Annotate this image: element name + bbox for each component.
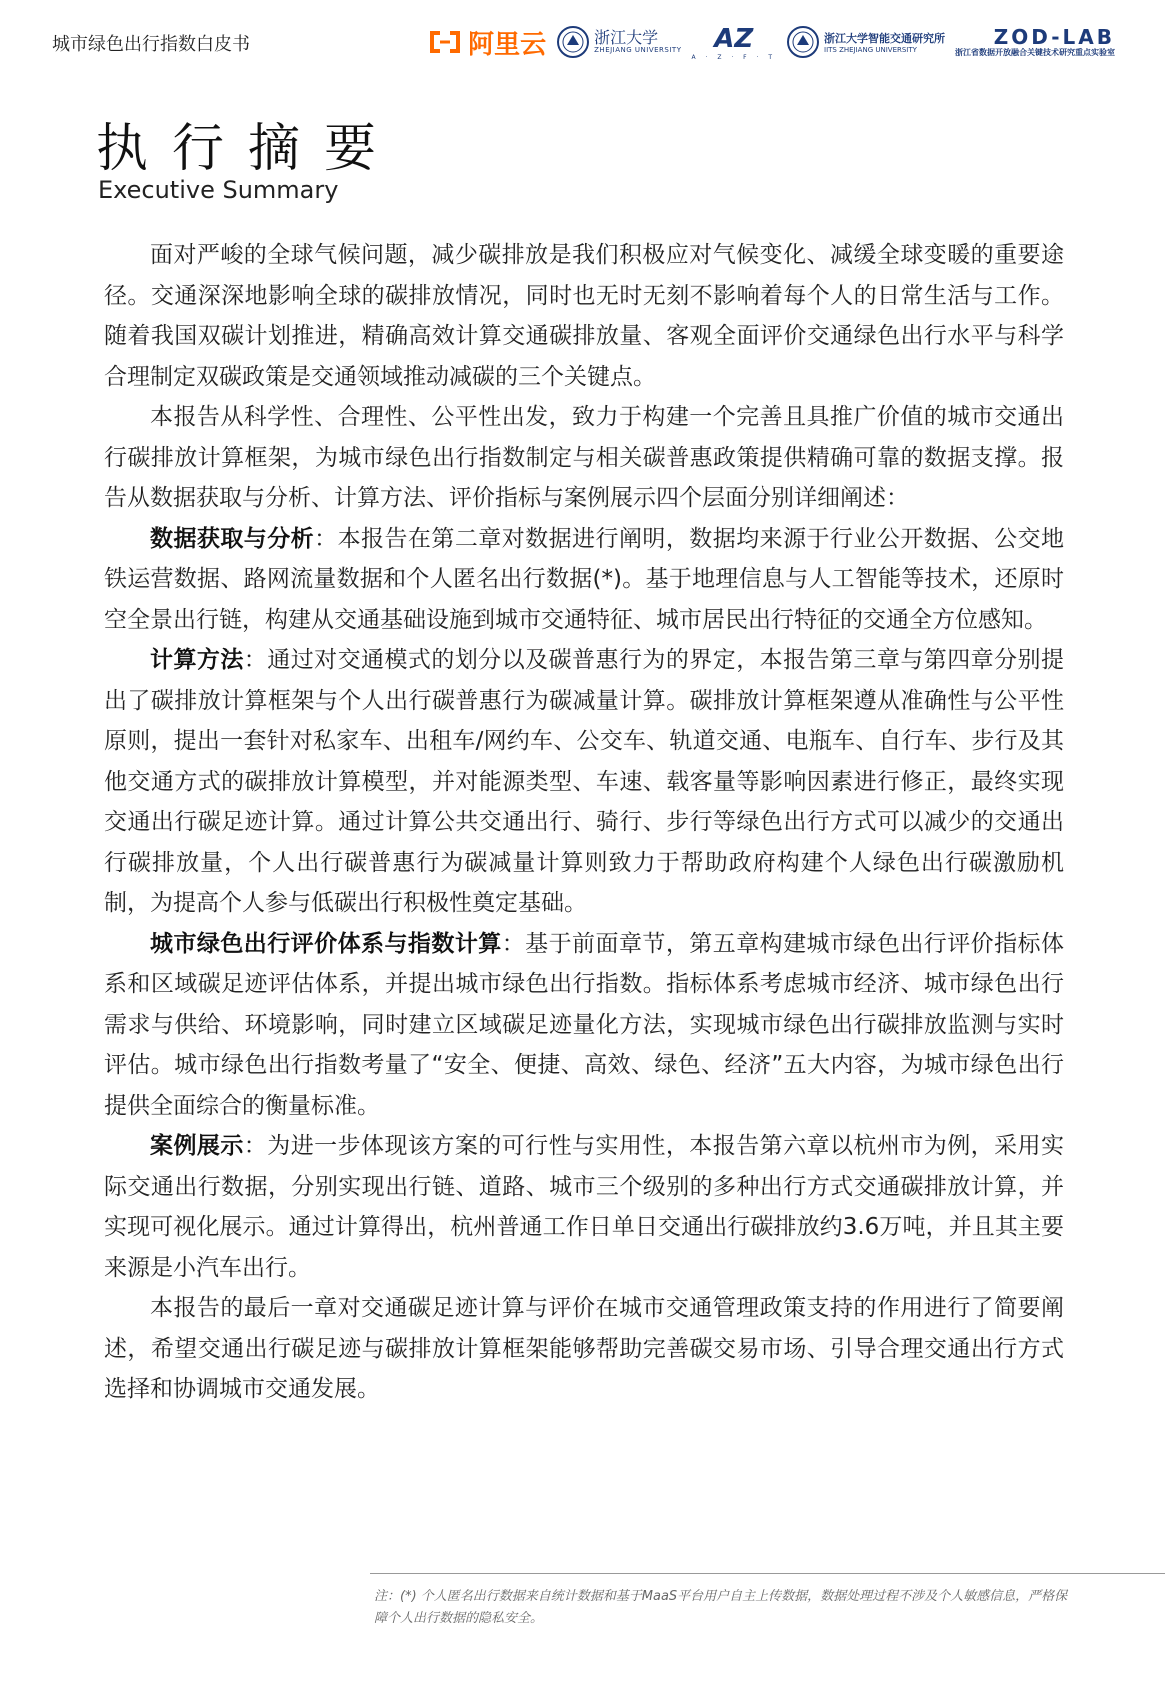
footnote: 注：(*) 个人匿名出行数据来自统计数据和基于MaaS平台用户自主上传数据，数据处理过程不涉及个人敏感信息，严格保障个人出行数据的隐私安全。 — [374, 1589, 1068, 1626]
aliyun-logo: 阿里云 — [428, 24, 546, 61]
paragraph: 本报告从科学性、合理性、公平性出发，致力于构建一个完善且具推广价值的城市交通出行碳排放计算框架，为城市绿色出行指数制定与相关碳普惠政策提供精确可靠的数据支撑。报告从数据获取与分析、计算方法、评价指标与案例展示四个层面分别详细阐述： — [104, 404, 1064, 511]
paragraph: 城市绿色出行评价体系与指数计算：基于前面章节，第五章构建城市绿色出行评价指标体系和区域碳足迹评估体系，并提出城市绿色出行指数。指标体系考虑城市经济、城市绿色出行需求与供给、环境影响，同时建立区域碳足迹量化方法，实现城市绿色出行碳排放监测与实时评估。城市绿色出行指数考量了“安全、便捷、高效、绿色、经济”五大内容，为城市绿色出行提供全面综合的衡量标准。 — [104, 930, 1065, 1119]
iits-logo: 浙江大学智能交通研究所 IITS ZHEJIANG UNIVERSITY — [786, 25, 945, 59]
footnote-divider — [370, 1573, 1165, 1574]
header-doc-title: 城市绿色出行指数白皮书 — [52, 34, 250, 55]
zju-name-en: ZHEJIANG UNIVERSITY — [594, 46, 682, 54]
aliyun-icon — [428, 29, 462, 55]
zju-logo — [556, 25, 681, 59]
page-title: 执行摘要 — [96, 119, 401, 179]
paragraph-lead: 数据获取与分析 — [150, 525, 315, 552]
paragraph-lead: 城市绿色出行评价体系与指数计算 — [150, 930, 502, 957]
page-subtitle: Executive Summary — [98, 176, 339, 204]
paragraph: 面对严峻的全球气候问题，减少碳排放是我们积极应对气候变化、减缓全球变暖的重要途径。交通深深地影响全球的碳排放情况，同时也无时无刻不影响着每个人的日常生活与工作。随着我国双碳计划推进，精确高效计算交通碳排放量、客观全面评价交通绿色出行水平与科学合理制定双碳政策是交通领域推动减碳的三个关键点。 — [104, 242, 1064, 390]
paragraph-lead: 计算方法 — [150, 647, 244, 673]
paragraph: 本报告的最后一章对交通碳足迹计算与评价在城市交通管理政策支持的作用进行了简要阐述，希望交通出行碳足迹与碳排放计算框架能够帮助完善碳交易市场、引导合理交通出行方式选择和协调城市交通发展。 — [104, 1295, 1064, 1402]
paragraph: 计算方法：通过对交通模式的划分以及碳普惠行为的界定，本报告第三章与第四章分别提出了碳排放计算框架与个人出行碳普惠行为碳减量计算。碳排放计算框架遵从准确性与公平性原则，提出一套针对私家车、出租车/网约车、公交车、轨道交通、电瓶车、自行车、步行及其他交通方式的碳排放计算模型，并对能源类型、车速、载客量等影响因素进行修正，最终实现交通出行碳足迹计算。通过计算公共交通出行、骑行、步行等绿色出行方式可以减少的交通出行碳排放量，个人出行碳普惠行为碳减量计算则致力于帮助政府构建个人绿色出行碳激励机制，为提高个人参与低碳出行积极性奠定基础。 — [104, 647, 1065, 916]
zju-name: 浙江大学 — [594, 28, 659, 47]
paragraph: 案例展示：为进一步体现该方案的可行性与实用性，本报告第六章以杭州市为例，采用实际交通出行数据，分别实现出行链、道路、城市三个级别的多种出行方式交通碳排放计算，并实现可视化展示。通过计算得出，杭州普通工作日单日交通出行碳排放约3.6万吨，并且其主要来源是小汽车出行。 — [104, 1133, 1065, 1281]
zju-seal-icon — [556, 25, 590, 59]
paragraph-lead: 案例展示 — [150, 1133, 244, 1159]
summary-body — [104, 235, 1064, 1410]
iits-seal-icon — [786, 25, 820, 59]
zodlab-logo: ZOD-LAB 浙江省数据开放融合关键技术研究重点实验室 — [955, 24, 1115, 57]
azft-logo: AZ A · Z · F · T — [691, 23, 776, 61]
logo-bar — [418, 22, 1115, 62]
paragraph: 数据获取与分析：本报告在第二章对数据进行阐明，数据均来源于行业公开数据、公交地铁运营数据、路网流量数据和个人匿名出行数据(*)。基于地理信息与人工智能等技术，还原时空全景出行链，构建从交通基础设施到城市交通特征、城市居民出行特征的交通全方位感知。 — [104, 525, 1065, 633]
